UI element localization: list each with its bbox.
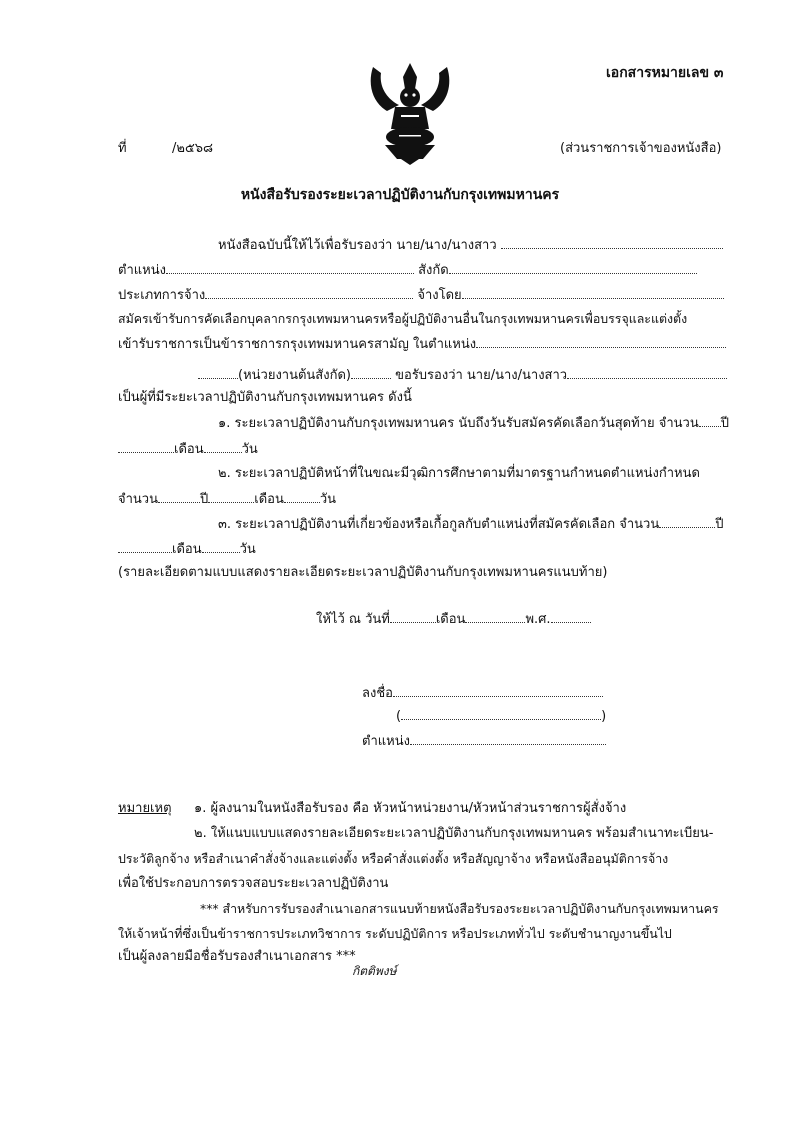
unit-prefix-dots (198, 366, 238, 379)
appointment-row: เข้ารับราชการเป็นข้าราชการกรุงเทพมหานครสามัญ ในตำแหน่ง (118, 335, 726, 354)
note-3-line-3: เป็นผู้ลงลายมือชื่อรับรองสำเนาเอกสาร *** (118, 949, 356, 964)
unit-field[interactable]: (หน่วยงานต้นสังกัด) (238, 368, 351, 383)
item-1-cont: เดือน วัน (118, 440, 258, 459)
note-2-line-2: ประวัติลูกจ้าง หรือสำเนาคำสั่งจ้างและแต่งตั้ง หรือคำสั่งแต่งตั้ง หรือสัญญาจ้าง หรือหนังสืออนุมัติการจ้าง (118, 851, 669, 866)
signature-row: ลงชื่อ (362, 684, 603, 703)
item-3-cont: เดือน วัน (118, 540, 256, 559)
item3-days-field[interactable] (202, 540, 240, 553)
signature-field[interactable] (393, 684, 603, 697)
item-1: ๑. ระยะเวลาปฏิบัติงานกับกรุงเทพมหานคร นับถึงวันรับสมัครคัดเลือกวันสุดท้าย จำนวน ปี (218, 416, 729, 431)
certifier-name-field[interactable] (567, 366, 727, 379)
details-note: (รายละเอียดตามแบบแสดงรายละเอียดระยะเวลาปฏิบัติงานกับกรุงเทพมหานครแนบท้าย) (118, 565, 608, 580)
reference-prefix: ที่ (118, 141, 127, 156)
note-3-line-2: ให้เจ้าหน้าที่ซึ่งเป็นข้าราชการประเภทวิชาการ ระดับปฏิบัติการ หรือประเภททั่วไป ระดับชำนาญงานขึ้นไป (118, 926, 672, 941)
item1-years-field[interactable] (699, 414, 721, 427)
item-2-cont: จำนวน ปี เดือน วัน (118, 492, 337, 507)
position-field[interactable] (166, 261, 414, 274)
certify-intro: หนังสือฉบับนี้ให้ไว้เพื่อรับรองว่า นาย/นาง/นางสาว (218, 236, 723, 255)
name-field[interactable] (501, 236, 723, 249)
employment-type-field[interactable] (205, 286, 413, 299)
printed-name-field[interactable] (401, 707, 601, 720)
issuing-agency: (ส่วนราชการเจ้าของหนังสือ) (560, 141, 722, 156)
item-3: ๓. ระยะเวลาปฏิบัติงานที่เกี่ยวข้องหรือเกื้อกูลกับตำแหน่งที่สมัครคัดเลือก จำนวน ปี (218, 517, 724, 532)
employed-by-field[interactable] (462, 286, 724, 299)
printed-name-row: ( ) (396, 709, 607, 724)
item2-days-field[interactable] (284, 490, 320, 503)
service-intro: เป็นผู้ที่มีระยะเวลาปฏิบัติงานกับกรุงเทพมหานคร ดังนี้ (118, 390, 412, 405)
note-2-line-1: ๒. ให้แนบแบบแสดงรายละเอียดระยะเวลาปฏิบัติงานกับกรุงเทพมหานคร พร้อมสำเนาทะเบียน- (194, 826, 714, 841)
item2-years-field[interactable] (158, 490, 200, 503)
unit-certify-row: (หน่วยงานต้นสังกัด) ขอรับรองว่า นาย/นาง/นางสาว (198, 366, 727, 385)
employment-row: ประเภทการจ้าง จ้างโดย (118, 286, 724, 305)
month-field[interactable] (465, 610, 525, 623)
unit-suffix-dots (351, 366, 391, 379)
year-field[interactable] (551, 610, 591, 623)
note-2-line-3: เพื่อใช้ประกอบการตรวจสอบระยะเวลาปฏิบัติงาน (118, 876, 389, 891)
date-row: ให้ไว้ ณ วันที่ เดือน พ.ศ. (316, 610, 591, 629)
day-field[interactable] (390, 610, 436, 623)
item1-months-field[interactable] (118, 440, 174, 453)
item2-months-field[interactable] (208, 490, 254, 503)
application-text: สมัครเข้ารับการคัดเลือกบุคลากรกรุงเทพมหานครหรือผู้ปฏิบัติงานอื่นในกรุงเทพมหานครเพื่อบรรจุและแต่งตั้ง (118, 311, 688, 326)
signer-position-row: ตำแหน่ง (362, 732, 606, 751)
document-number-label: เอกสารหมายเลข ๓ (606, 65, 724, 81)
garuda-emblem-icon (365, 55, 455, 165)
signer-position-field[interactable] (410, 732, 606, 745)
notes-heading: หมายเหตุ (118, 801, 172, 816)
affiliation-field[interactable] (449, 261, 697, 274)
item3-years-field[interactable] (659, 515, 715, 528)
item1-days-field[interactable] (204, 440, 242, 453)
note-1: ๑. ผู้ลงนามในหนังสือรับรอง คือ หัวหน้าหน่วยงาน/หัวหน้าส่วนราชการผู้สั่งจ้าง (194, 801, 627, 816)
item3-months-field[interactable] (118, 540, 172, 553)
note-3-line-1: *** สำหรับการรับรองสำเนาเอกสารแนบท้ายหนังสือรับรองระยะเวลาปฏิบัติงานกับกรุงเทพมหานคร (200, 901, 719, 916)
position-row: ตำแหน่ง สังกัด (118, 261, 697, 280)
handwritten-initials: กิตติพงษ์ (352, 964, 397, 978)
item-2: ๒. ระยะเวลาปฏิบัติหน้าที่ในขณะมีวุฒิการศึกษาตามที่มาตรฐานกำหนดตำแหน่งกำหนด (218, 466, 700, 481)
document-title: หนังสือรับรองระยะเวลาปฏิบัติงานกับกรุงเทพมหานคร (240, 187, 560, 203)
appointment-position-field[interactable] (476, 335, 726, 348)
reference-number: /๒๕๖๘ (172, 141, 214, 156)
